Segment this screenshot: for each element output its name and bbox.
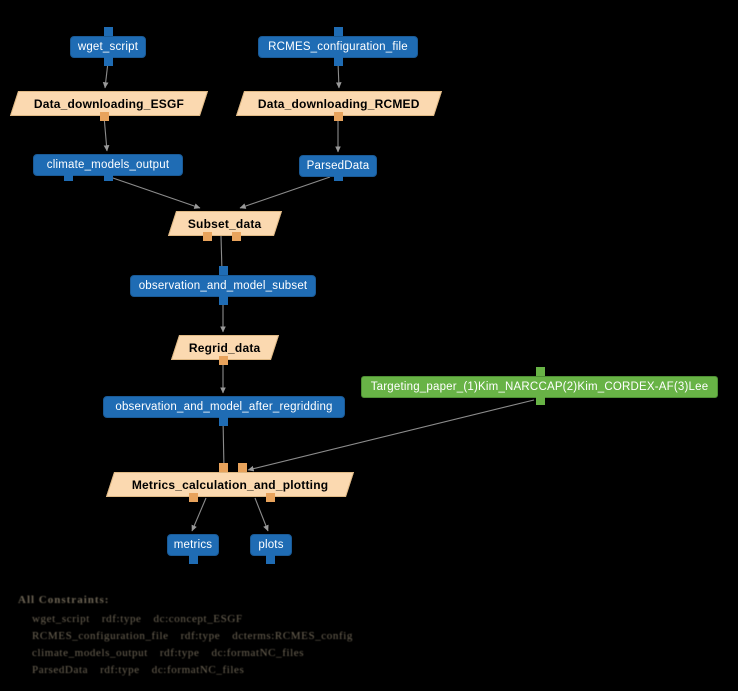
node-label-targeting_paper: Targeting_paper_(1)Kim_NARCCAP(2)Kim_CORDEX-AF(3)Lee xyxy=(370,381,709,393)
port-climate_models_output-7[interactable] xyxy=(104,172,113,181)
node-label-data_downloading_esgf: Data_downloading_ESGF xyxy=(33,96,185,111)
constraint-cell: rdf:type xyxy=(180,630,221,642)
port-metrics_calculation_and_plotting-19[interactable] xyxy=(189,493,198,502)
constraint-cell: climate_models_output xyxy=(32,647,148,659)
node-label-rcmes_configuration_file: RCMES_configuration_file xyxy=(268,41,408,53)
constraint-cell: dc:concept_ESGF xyxy=(153,613,243,625)
node-label-wget_script: wget_script xyxy=(77,41,139,53)
edge-metrics_calculation_and_plotting-to-metrics xyxy=(192,498,206,531)
node-label-data_downloading_rcmed: Data_downloading_RCMED xyxy=(258,96,420,111)
port-targeting_paper-15[interactable] xyxy=(536,367,545,376)
edge-metrics_calculation_and_plotting-to-plots xyxy=(255,498,268,531)
port-rcmes_configuration_file-2[interactable] xyxy=(334,27,343,36)
node-label-plots: plots xyxy=(258,539,284,551)
constraint-row xyxy=(18,662,365,679)
port-data_downloading_rcmed-5[interactable] xyxy=(334,112,343,121)
constraint-row xyxy=(18,628,365,645)
node-subset_data[interactable] xyxy=(168,211,282,236)
constraint-cell: dc:formatNC_files xyxy=(211,647,305,659)
port-plots-22[interactable] xyxy=(266,555,275,564)
port-metrics_calculation_and_plotting-17[interactable] xyxy=(219,463,228,472)
node-data_downloading_esgf[interactable] xyxy=(10,91,208,116)
port-subset_data-9[interactable] xyxy=(203,232,212,241)
node-observation_and_model_subset[interactable] xyxy=(130,275,316,297)
node-targeting_paper[interactable] xyxy=(361,376,718,398)
port-metrics-21[interactable] xyxy=(189,555,198,564)
port-observation_and_model_subset-12[interactable] xyxy=(219,296,228,305)
port-metrics_calculation_and_plotting-18[interactable] xyxy=(238,463,247,472)
constraint-cell: wget_script xyxy=(32,613,90,625)
port-rcmes_configuration_file-3[interactable] xyxy=(334,57,343,66)
constraint-cell: rdf:type xyxy=(100,664,140,676)
constraint-cell: rdf:type xyxy=(159,647,200,659)
constraint-cell: dcterms:RCMES_config xyxy=(232,630,354,642)
constraint-cell: RCMES_configuration_file xyxy=(32,630,169,642)
node-observation_and_model_after_regridding[interactable] xyxy=(103,396,345,418)
port-parseddata-8[interactable] xyxy=(334,172,343,181)
node-label-climate_models_output: climate_models_output xyxy=(46,159,170,171)
constraint-row xyxy=(18,611,365,628)
constraints-title: All Constraints: xyxy=(18,594,110,606)
node-plots[interactable] xyxy=(250,534,292,556)
node-label-metrics: metrics xyxy=(173,539,213,551)
constraint-cell: dc:formatNC_files xyxy=(151,664,245,676)
edge-data_downloading_esgf-to-climate_models_output xyxy=(104,116,107,151)
port-data_downloading_esgf-4[interactable] xyxy=(100,112,109,121)
port-wget_script-1[interactable] xyxy=(104,57,113,66)
port-subset_data-10[interactable] xyxy=(232,232,241,241)
node-label-metrics_calculation_and_plotting: Metrics_calculation_and_plotting xyxy=(131,477,329,492)
port-regrid_data-13[interactable] xyxy=(219,356,228,365)
port-wget_script-0[interactable] xyxy=(104,27,113,36)
port-observation_and_model_after_regridding-14[interactable] xyxy=(219,417,228,426)
node-label-subset_data: Subset_data xyxy=(188,216,262,231)
constraint-row xyxy=(18,645,365,662)
port-metrics_calculation_and_plotting-20[interactable] xyxy=(266,493,275,502)
constraint-cell: ParsedData xyxy=(32,664,89,676)
port-targeting_paper-16[interactable] xyxy=(536,396,545,405)
port-climate_models_output-6[interactable] xyxy=(64,172,73,181)
constraints-block xyxy=(18,592,365,679)
constraint-cell: rdf:type xyxy=(101,613,142,625)
node-metrics[interactable] xyxy=(167,534,219,556)
node-label-observation_and_model_after_regridding: observation_and_model_after_regridding xyxy=(115,401,333,413)
node-wget_script[interactable] xyxy=(70,36,146,58)
edge-parseddata-to-subset_data xyxy=(240,177,330,208)
node-label-regrid_data: Regrid_data xyxy=(189,340,261,355)
node-rcmes_configuration_file[interactable] xyxy=(258,36,418,58)
edge-climate_models_output-to-subset_data xyxy=(110,177,200,208)
edge-observation_and_model_after_regridding-to-metrics_calculation_and_plotting xyxy=(223,419,224,469)
node-label-observation_and_model_subset: observation_and_model_subset xyxy=(138,280,308,292)
node-metrics_calculation_and_plotting[interactable] xyxy=(106,472,354,497)
node-label-parseddata: ParsedData xyxy=(306,160,370,172)
port-observation_and_model_subset-11[interactable] xyxy=(219,266,228,275)
